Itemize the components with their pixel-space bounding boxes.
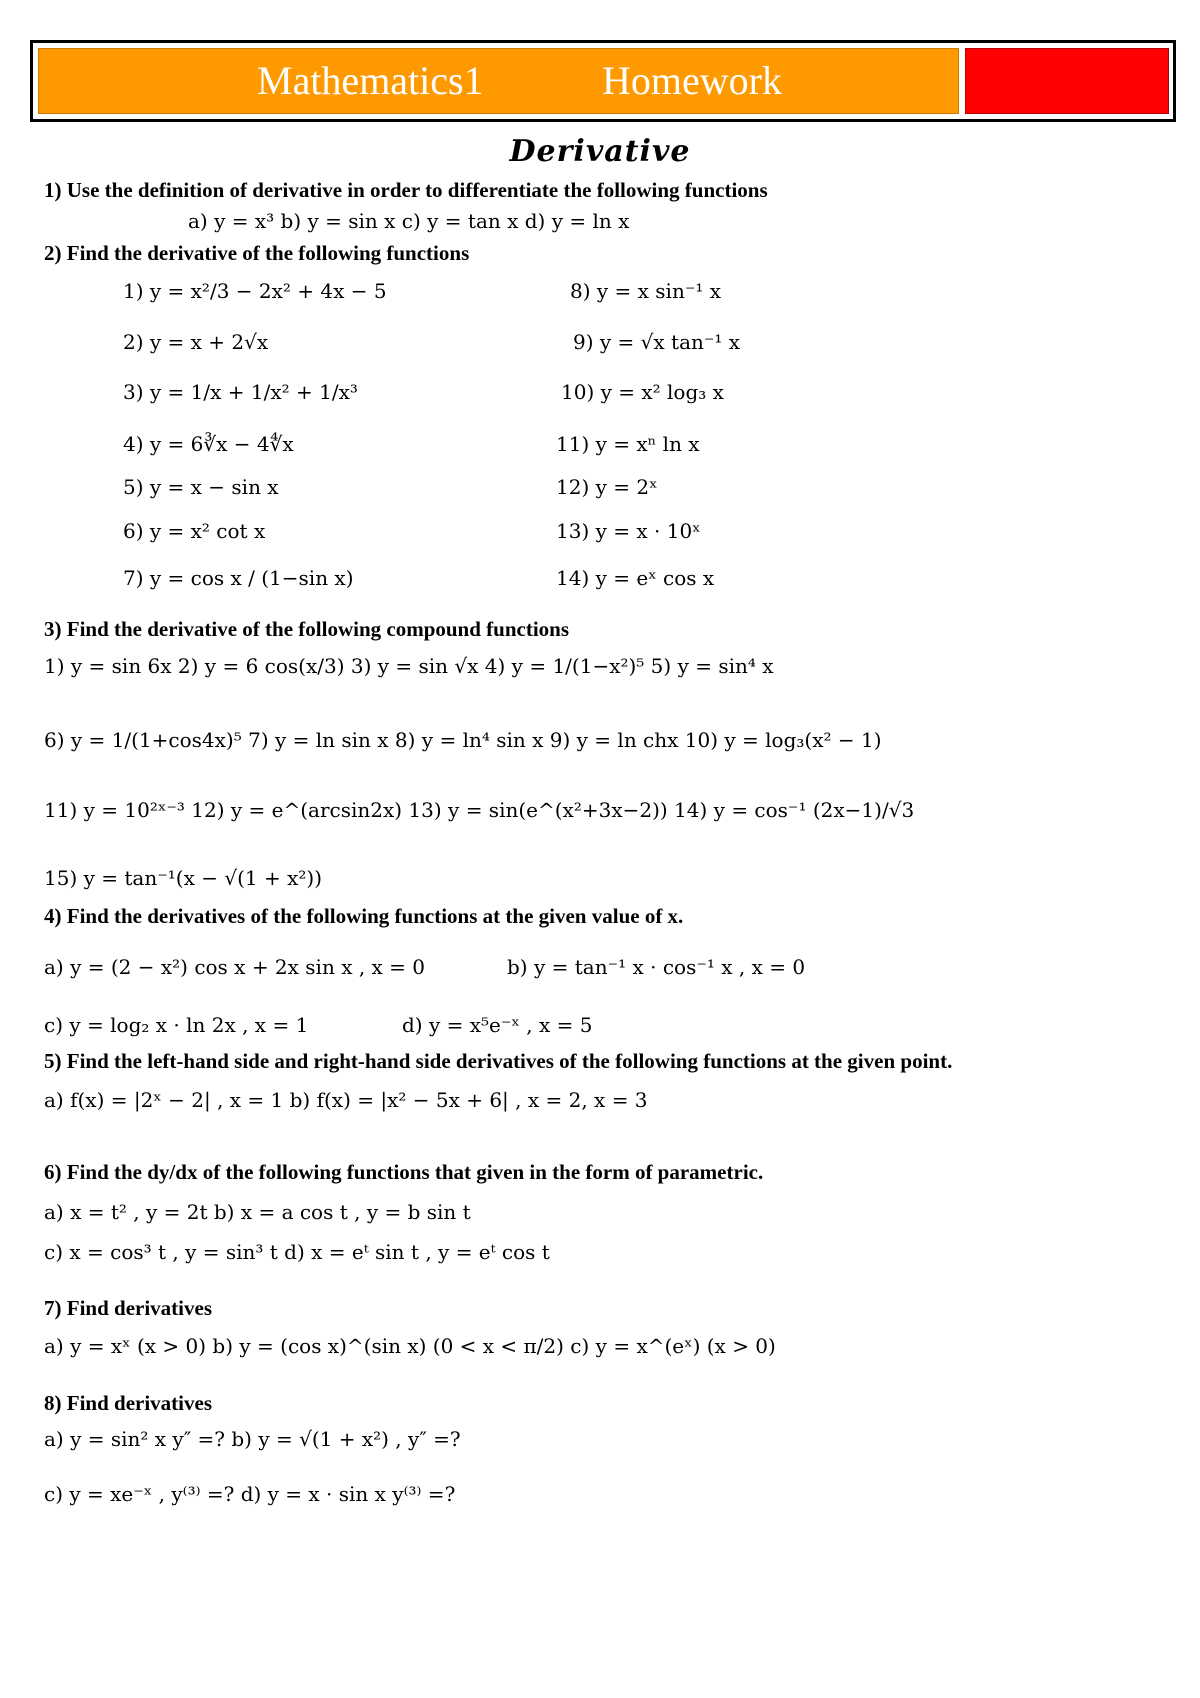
course-title: Mathematics1 — [257, 58, 484, 103]
q8-row-2: c) y = xe⁻ˣ , y⁽³⁾ =? d) y = x · sin x y⁽³⁾ =? — [44, 1482, 456, 1506]
q2-item-12: 12) y = 2ˣ — [556, 475, 658, 499]
q8-row-1: a) y = sin² x y″ =? b) y = √(1 + x²) , y″ =? — [44, 1427, 461, 1451]
homework-label: Homework — [602, 58, 782, 103]
q2-item-3: 3) y = 1/x + 1/x² + 1/x³ — [123, 380, 358, 404]
q2-item-9: 9) y = √x tan⁻¹ x — [573, 330, 741, 354]
q2-item-7: 7) y = cos x / (1−sin x) — [123, 566, 354, 590]
question-1: 1) Use the definition of derivative in order to differentiate the following functions — [44, 178, 768, 202]
question-6: 6) Find the dy/dx of the following functions that given in the form of parametric. — [44, 1160, 764, 1184]
question-1-items: a) y = x³ b) y = sin x c) y = tan x d) y = ln x — [188, 209, 630, 233]
q3-row-1: 1) y = sin 6x 2) y = 6 cos(x/3) 3) y = sin √x 4) y = 1/(1−x²)⁵ 5) y = sin⁴ x — [44, 654, 774, 678]
question-4: 4) Find the derivatives of the following functions at the given value of x. — [44, 904, 684, 928]
header-red-panel — [965, 48, 1169, 114]
q2-item-10: 10) y = x² log₃ x — [561, 380, 724, 404]
question-7: 7) Find derivatives — [44, 1296, 212, 1320]
q2-item-14: 14) y = eˣ cos x — [556, 566, 715, 590]
q3-row-4: 15) y = tan⁻¹(x − √(1 + x²)) — [44, 866, 322, 890]
q2-item-5: 5) y = x − sin x — [123, 475, 279, 499]
document-title: Derivative — [509, 134, 691, 169]
q2-item-6: 6) y = x² cot x — [123, 519, 266, 543]
q4-item-d: d) y = x⁵e⁻ˣ , x = 5 — [402, 1013, 593, 1037]
q4-item-c: c) y = log₂ x · ln 2x , x = 1 — [44, 1013, 309, 1037]
q3-row-3: 11) y = 10²ˣ⁻³ 12) y = e^(arcsin2x) 13) y = sin(e^(x²+3x−2)) 14) y = cos⁻¹ (2x−1)/√3 — [44, 798, 915, 822]
q6-row-2: c) x = cos³ t , y = sin³ t d) x = eᵗ sin t , y = eᵗ cos t — [44, 1240, 550, 1264]
q7-items: a) y = xˣ (x > 0) b) y = (cos x)^(sin x) (0 < x < π/2) c) y = x^(eˣ) (x > 0) — [44, 1334, 776, 1358]
question-5: 5) Find the left-hand side and right-hand side derivatives of the following functions at the given point. — [44, 1049, 953, 1073]
question-8: 8) Find derivatives — [44, 1391, 212, 1415]
question-3: 3) Find the derivative of the following compound functions — [44, 617, 570, 641]
q6-row-1: a) x = t² , y = 2t b) x = a cos t , y = b sin t — [44, 1200, 471, 1224]
q2-item-4: 4) y = 6∛x − 4∜x — [123, 432, 294, 456]
q4-item-b: b) y = tan⁻¹ x · cos⁻¹ x , x = 0 — [507, 955, 806, 979]
q5-items: a) f(x) = |2ˣ − 2| , x = 1 b) f(x) = |x² − 5x + 6| , x = 2, x = 3 — [44, 1088, 648, 1112]
q2-item-11: 11) y = xⁿ ln x — [556, 432, 700, 456]
q2-item-1: 1) y = x²/3 − 2x² + 4x − 5 — [123, 279, 387, 303]
q4-item-a: a) y = (2 − x²) cos x + 2x sin x , x = 0 — [44, 955, 426, 979]
q2-item-8: 8) y = x sin⁻¹ x — [570, 279, 722, 303]
q3-row-2: 6) y = 1/(1+cos4x)⁵ 7) y = ln sin x 8) y = ln⁴ sin x 9) y = ln chx 10) y = log₃(x² − 1) — [44, 728, 882, 752]
q2-item-13: 13) y = x · 10ˣ — [556, 519, 701, 543]
header-banner — [30, 40, 1176, 122]
q2-item-2: 2) y = x + 2√x — [123, 330, 269, 354]
question-2: 2) Find the derivative of the following functions — [44, 241, 470, 265]
header-orange-panel — [38, 48, 959, 114]
